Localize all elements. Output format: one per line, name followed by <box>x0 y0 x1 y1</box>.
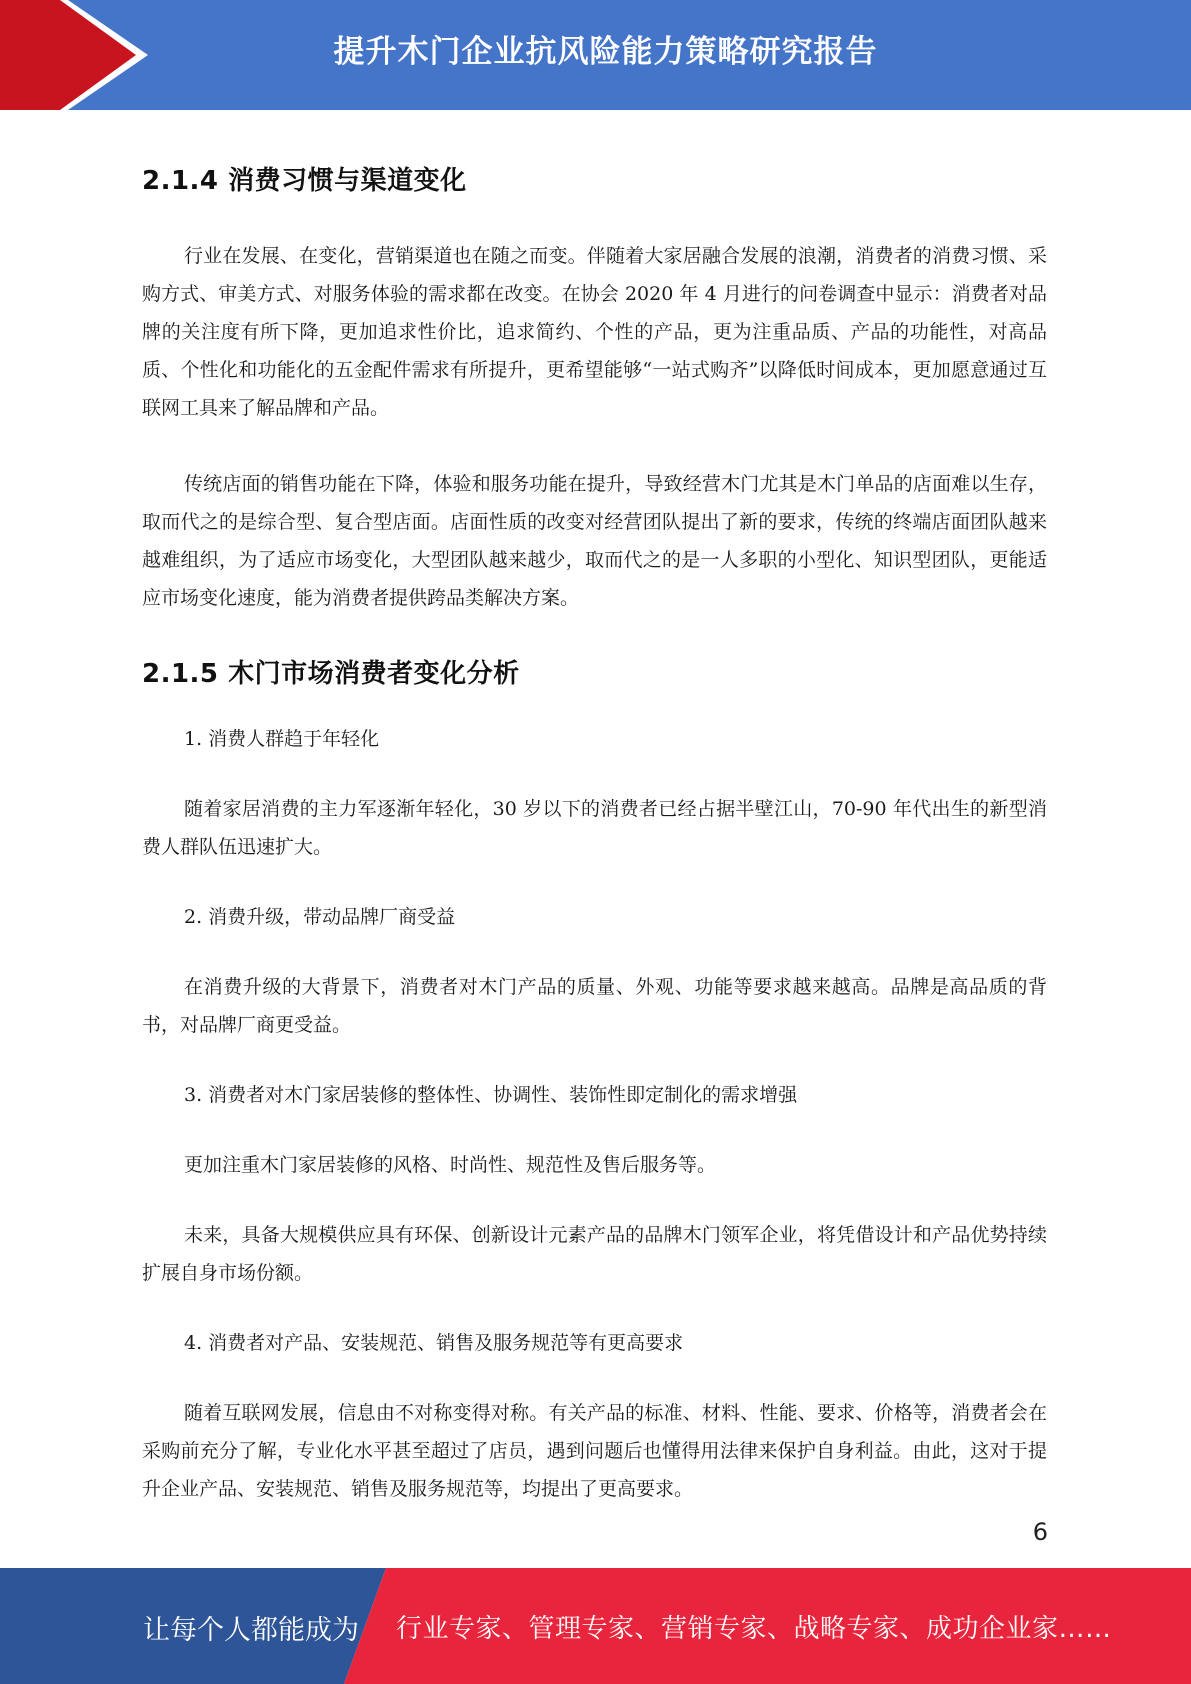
paragraph: 随着家居消费的主力军逐渐年轻化，30 岁以下的消费者已经占据半壁江山，70-90 年代出生的新型消费人群队伍迅速扩大。 <box>142 798 1047 858</box>
paragraph: 行业在发展、在变化，营销渠道也在随之而变。伴随着大家居融合发展的浪潮，消费者的消费习惯、采购方式、审美方式、对服务体验的需求都在改变。在协会 2020 年 4 月进行的问卷调查中显示：消费者对品牌的关注度有所下降，更加追求性价比，追求简约、个性的产品，更为注重品质、产品的功能性，对高品质、个性化和功能化的五金配件需求有所提升，更希望能够“一站式购齐”以降低时间成本，更加愿意通过互联网工具来了解品牌和产品。 <box>142 245 1047 419</box>
section-heading-2-1-4: 2.1.4 消费习惯与渠道变化 <box>142 166 467 196</box>
paragraph: 未来，具备大规模供应具有环保、创新设计元素产品的品牌木门领军企业，将凭借设计和产品优势持续扩展自身市场份额。 <box>142 1224 1047 1284</box>
list-item-title: 1. 消费人群趋于年轻化 <box>184 728 380 750</box>
list-item-title: 4. 消费者对产品、安装规范、销售及服务规范等有更高要求 <box>184 1332 684 1354</box>
paragraph: 传统店面的销售功能在下降，体验和服务功能在提升，导致经营木门尤其是木门单品的店面难以生存，取而代之的是综合型、复合型店面。店面性质的改变对经营团队提出了新的要求，传统的终端店面团队越来越难组织，为了适应市场变化，大型团队越来越少，取而代之的是一人多职的小型化、知识型团队，更能适应市场变化速度，能为消费者提供跨品类解决方案。 <box>142 473 1047 609</box>
paragraph: 在消费升级的大背景下，消费者对木门产品的质量、外观、功能等要求越来越高。品牌是高品质的背书，对品牌厂商更受益。 <box>142 976 1047 1036</box>
paragraph: 随着互联网发展，信息由不对称变得对称。有关产品的标准、材料、性能、要求、价格等，消费者会在采购前充分了解，专业化水平甚至超过了店员，遇到问题后也懂得用法律来保护自身利益。由此，这对于提升企业产品、安装规范、销售及服务规范等，均提出了更高要求。 <box>142 1402 1047 1500</box>
footer-slogan-right: 行业专家、管理专家、营销专家、战略专家、成功企业家…… <box>396 1614 1112 1644</box>
section-heading-2-1-5: 2.1.5 木门市场消费者变化分析 <box>142 659 520 689</box>
paragraph: 更加注重木门家居装修的风格、时尚性、规范性及售后服务等。 <box>184 1154 717 1176</box>
footer-banner <box>0 1568 1191 1684</box>
list-item-title: 3. 消费者对木门家居装修的整体性、协调性、装饰性即定制化的需求增强 <box>184 1084 798 1106</box>
header-banner <box>0 0 1191 110</box>
header-title: 提升木门企业抗风险能力策略研究报告 <box>333 34 878 70</box>
page-number: 6 <box>1032 1518 1048 1546</box>
main-content <box>142 160 1047 1508</box>
list-item-title: 2. 消费升级，带动品牌厂商受益 <box>184 906 456 928</box>
footer-slogan-left: 让每个人都能成为 <box>143 1615 359 1646</box>
